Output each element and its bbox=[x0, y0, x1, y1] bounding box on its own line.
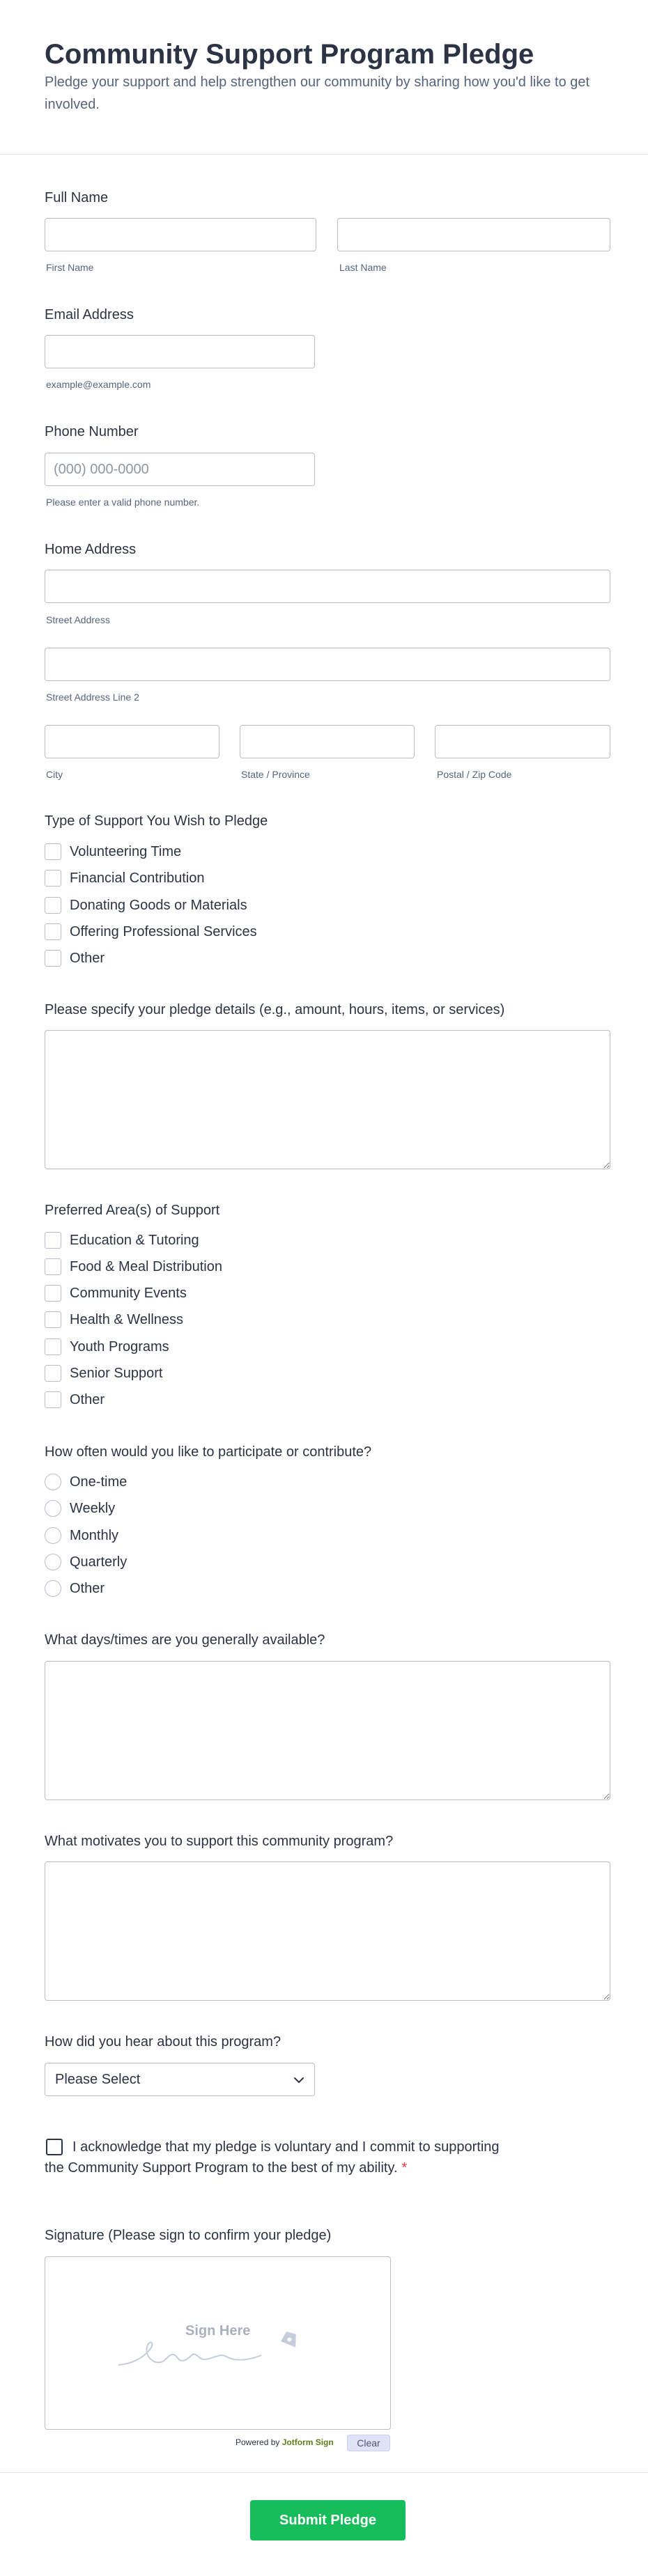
first-name-sublabel: First Name bbox=[46, 262, 94, 273]
street-address-input[interactable] bbox=[45, 570, 610, 603]
required-marker: * bbox=[401, 2160, 408, 2176]
frequency-option[interactable]: Other bbox=[45, 1579, 105, 1598]
email-input[interactable] bbox=[45, 335, 315, 368]
phone-sublabel: Please enter a valid phone number. bbox=[46, 497, 200, 508]
powered-by-text: Powered by Jotform Sign bbox=[236, 2437, 334, 2447]
support-option[interactable]: Donating Goods or Materials bbox=[45, 896, 247, 915]
frequency-option[interactable]: One-time bbox=[45, 1472, 127, 1492]
submit-button[interactable]: Submit Pledge bbox=[250, 2500, 406, 2540]
radio-button[interactable] bbox=[45, 1474, 61, 1490]
signature-pad[interactable] bbox=[45, 2256, 391, 2430]
pledge-details-label: Please specify your pledge details (e.g., amount, hours, items, or services) bbox=[45, 1002, 505, 1017]
state-sublabel: State / Province bbox=[241, 769, 310, 780]
support-option[interactable]: Offering Professional Services bbox=[45, 922, 257, 942]
frequency-option[interactable]: Quarterly bbox=[45, 1552, 127, 1572]
street-address-2-sublabel: Street Address Line 2 bbox=[46, 692, 139, 703]
email-sublabel: example@example.com bbox=[46, 379, 151, 390]
area-option[interactable]: Senior Support bbox=[45, 1364, 162, 1383]
checkbox[interactable] bbox=[45, 870, 61, 887]
first-name-input[interactable] bbox=[45, 218, 316, 251]
area-option[interactable]: Other bbox=[45, 1390, 105, 1410]
last-name-input[interactable] bbox=[337, 218, 610, 251]
acknowledge-checkbox[interactable] bbox=[46, 2139, 63, 2155]
email-label: Email Address bbox=[45, 307, 134, 322]
phone-input[interactable] bbox=[45, 453, 315, 486]
checkbox[interactable] bbox=[45, 1365, 61, 1382]
checkbox[interactable] bbox=[45, 950, 61, 967]
state-input[interactable] bbox=[240, 725, 415, 758]
checkbox[interactable] bbox=[45, 1258, 61, 1275]
radio-button[interactable] bbox=[45, 1580, 61, 1597]
clear-signature-button[interactable]: Clear bbox=[347, 2435, 390, 2451]
page-subtitle: Pledge your support and help strengthen our community by sharing how you'd like to get involved. bbox=[45, 75, 590, 112]
page-title: Community Support Program Pledge bbox=[45, 39, 534, 70]
street-address-sublabel: Street Address bbox=[46, 614, 110, 625]
phone-label: Phone Number bbox=[45, 424, 139, 439]
area-option[interactable]: Food & Meal Distribution bbox=[45, 1257, 222, 1277]
area-option[interactable]: Youth Programs bbox=[45, 1337, 169, 1357]
support-type-label: Type of Support You Wish to Pledge bbox=[45, 813, 268, 829]
referral-label: How did you hear about this program? bbox=[45, 2034, 281, 2050]
acknowledge-text-line2: the Community Support Program to the best of my ability. * bbox=[45, 2160, 408, 2176]
motivation-textarea[interactable] bbox=[45, 1861, 610, 2001]
radio-button[interactable] bbox=[45, 1527, 61, 1544]
city-input[interactable] bbox=[45, 725, 219, 758]
full-name-label: Full Name bbox=[45, 190, 109, 205]
checkbox[interactable] bbox=[45, 897, 61, 914]
area-option[interactable]: Community Events bbox=[45, 1283, 187, 1303]
checkbox[interactable] bbox=[45, 1311, 61, 1328]
area-option[interactable]: Health & Wellness bbox=[45, 1310, 183, 1329]
street-address-2-input[interactable] bbox=[45, 648, 610, 681]
header-divider bbox=[0, 154, 648, 155]
signature-placeholder: Sign Here bbox=[185, 2323, 251, 2339]
areas-label: Preferred Area(s) of Support bbox=[45, 1203, 220, 1218]
signature-label: Signature (Please sign to confirm your pledge) bbox=[45, 2228, 332, 2243]
support-option[interactable]: Financial Contribution bbox=[45, 868, 204, 888]
radio-button[interactable] bbox=[45, 1500, 61, 1517]
address-label: Home Address bbox=[45, 542, 137, 557]
checkbox[interactable] bbox=[45, 1232, 61, 1249]
footer-divider bbox=[0, 2472, 648, 2473]
city-sublabel: City bbox=[46, 769, 63, 780]
checkbox[interactable] bbox=[45, 1285, 61, 1302]
frequency-option[interactable]: Monthly bbox=[45, 1526, 118, 1545]
referral-select[interactable] bbox=[45, 2063, 315, 2096]
referral-selected-value: Please Select bbox=[55, 2071, 141, 2087]
area-option[interactable]: Education & Tutoring bbox=[45, 1231, 199, 1250]
acknowledge-text-line1: I acknowledge that my pledge is voluntary and I commit to supporting bbox=[72, 2139, 500, 2155]
frequency-option[interactable]: Weekly bbox=[45, 1499, 115, 1518]
support-option[interactable]: Other bbox=[45, 949, 105, 968]
support-option[interactable]: Volunteering Time bbox=[45, 842, 181, 861]
checkbox[interactable] bbox=[45, 1391, 61, 1408]
chevron-down-icon bbox=[293, 2072, 304, 2088]
radio-button[interactable] bbox=[45, 1554, 61, 1570]
availability-textarea[interactable] bbox=[45, 1661, 610, 1800]
checkbox[interactable] bbox=[45, 1338, 61, 1355]
frequency-label: How often would you like to participate or contribute? bbox=[45, 1444, 372, 1460]
zip-sublabel: Postal / Zip Code bbox=[437, 769, 512, 780]
checkbox[interactable] bbox=[45, 923, 61, 940]
motivation-label: What motivates you to support this community program? bbox=[45, 1834, 394, 1849]
pledge-details-textarea[interactable] bbox=[45, 1030, 610, 1169]
zip-input[interactable] bbox=[435, 725, 610, 758]
checkbox[interactable] bbox=[45, 843, 61, 860]
last-name-sublabel: Last Name bbox=[339, 262, 387, 273]
availability-label: What days/times are you generally available? bbox=[45, 1632, 325, 1648]
